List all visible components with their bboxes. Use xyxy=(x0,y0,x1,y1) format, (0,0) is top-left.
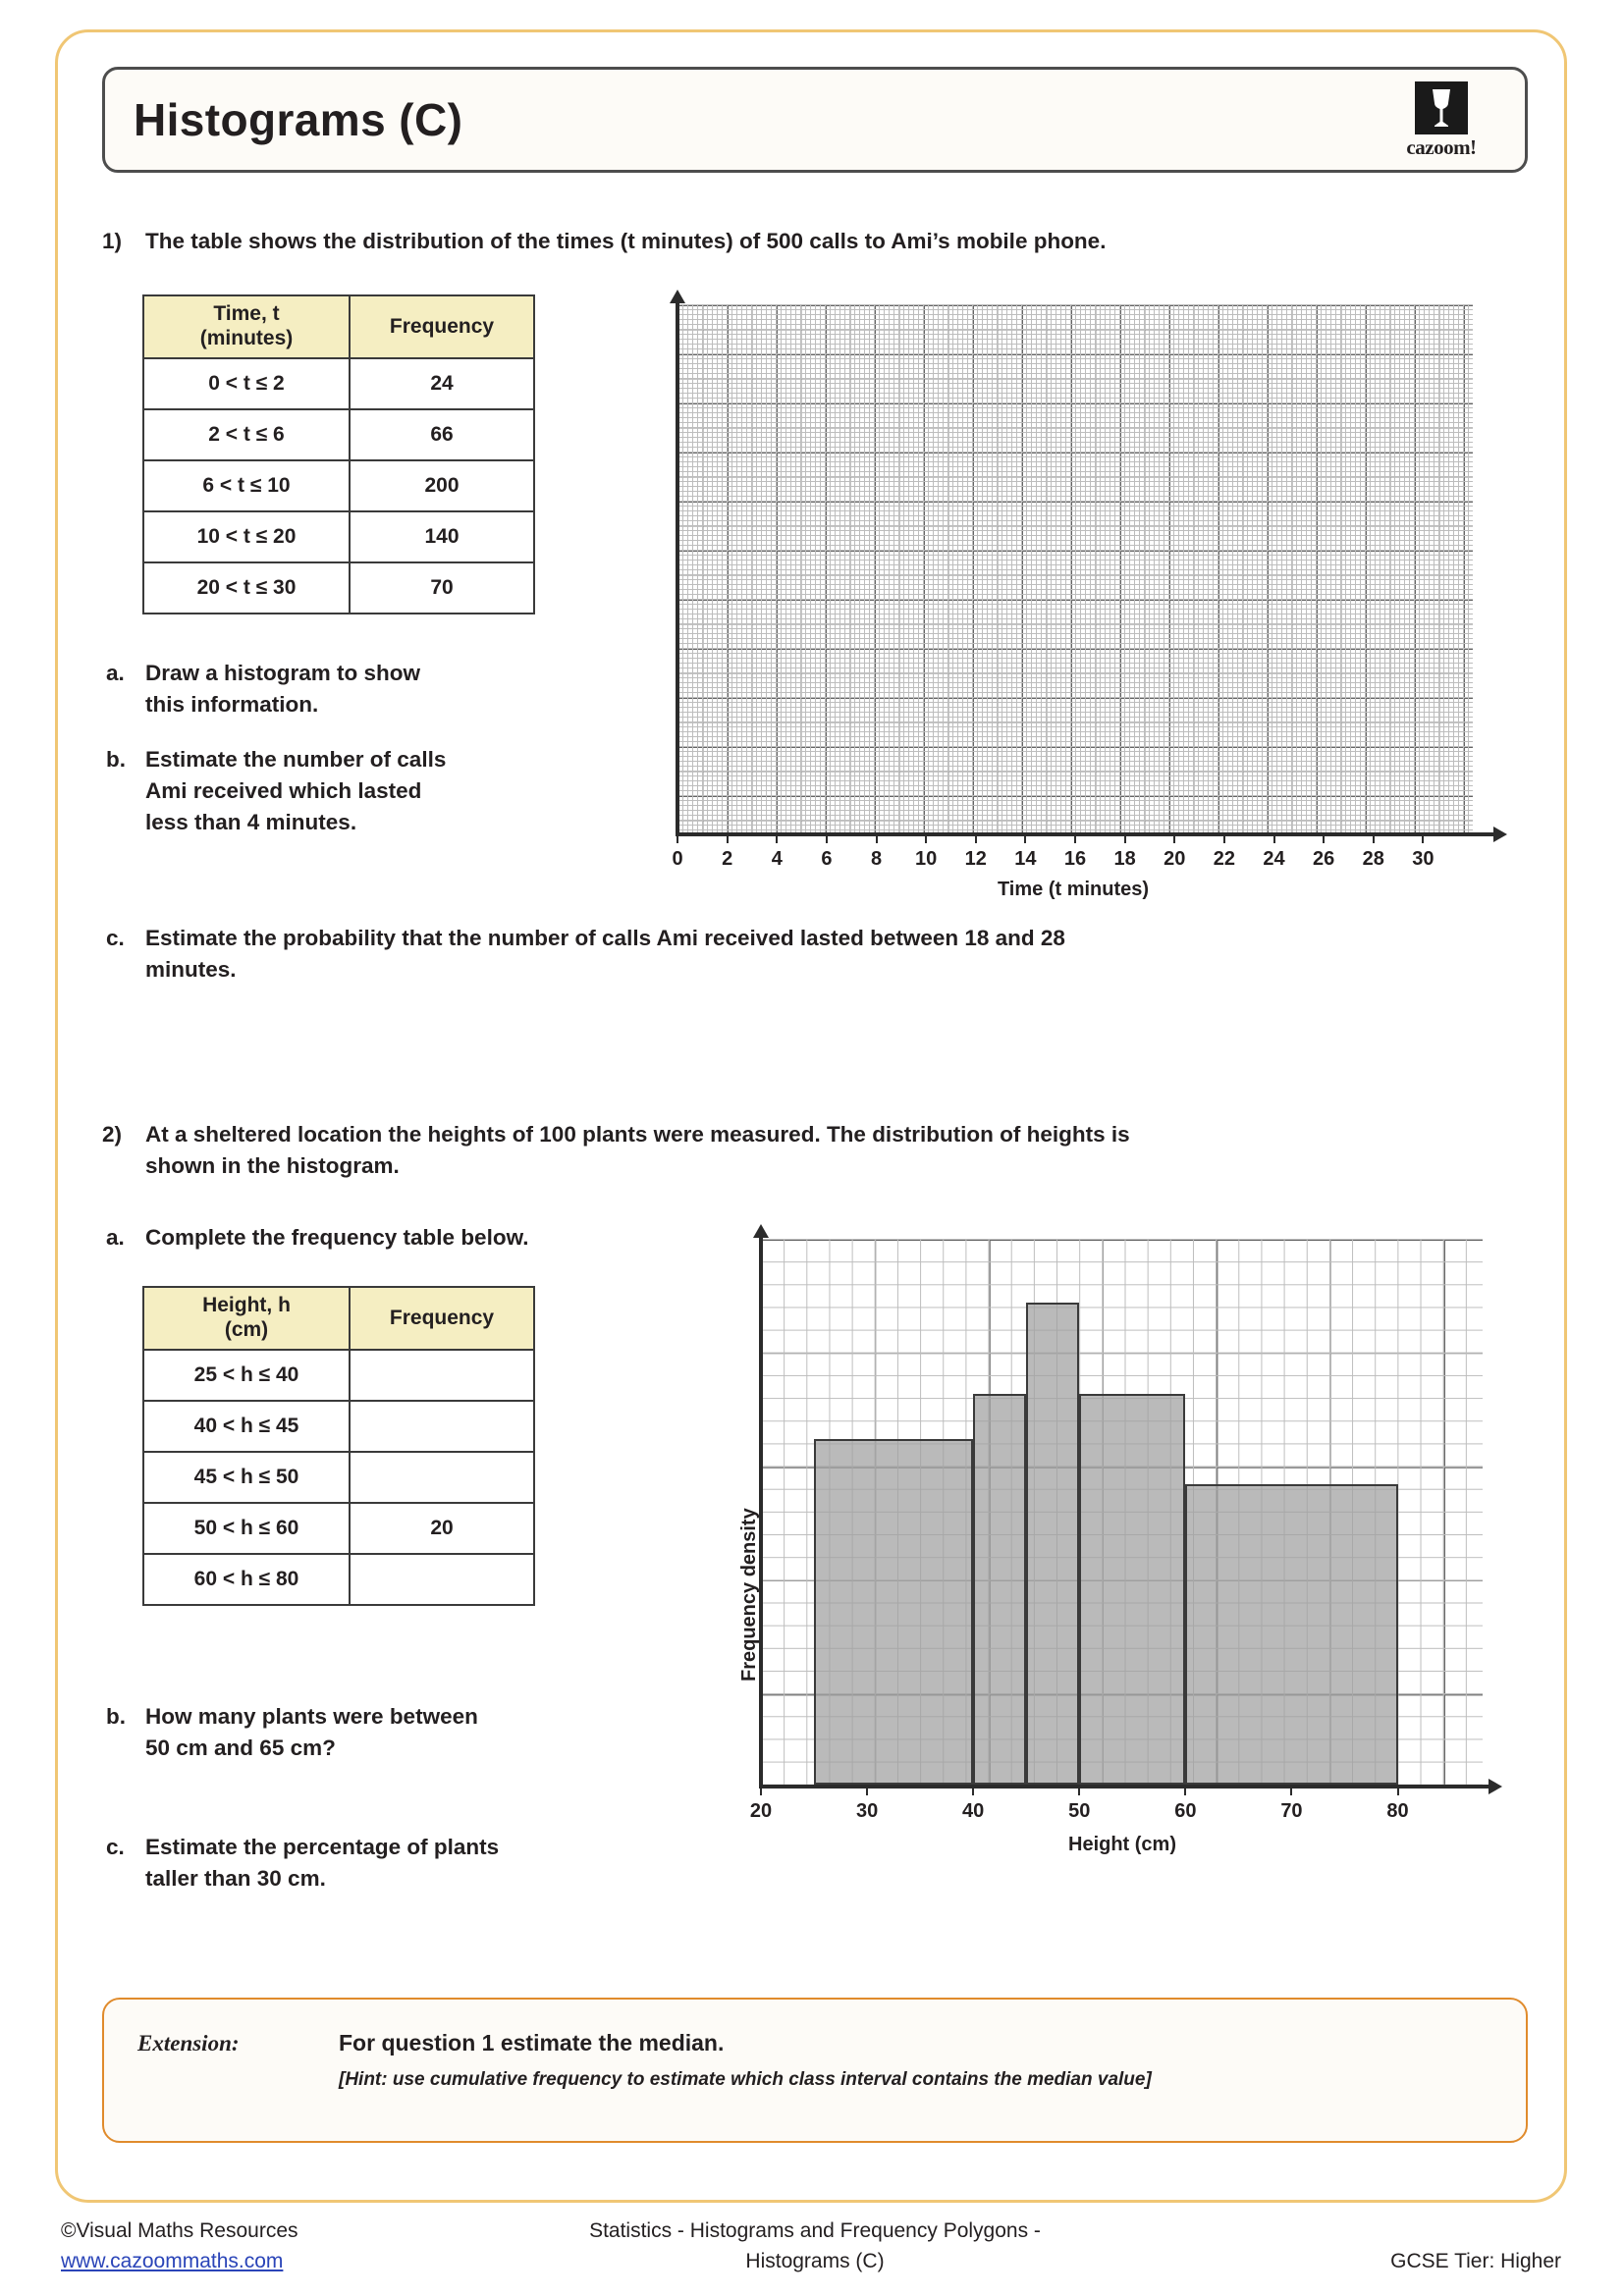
q1-x-tick-label: 4 xyxy=(771,848,783,870)
q1-header-time-line1: Time, t xyxy=(213,302,280,326)
q1-grid-paper xyxy=(677,304,1473,834)
q1-x-tick xyxy=(1124,832,1126,843)
q2-x-tick-label: 60 xyxy=(1174,1800,1197,1822)
q1-x-tick-label: 30 xyxy=(1412,848,1435,870)
q2-interval-3: 50 < h ≤ 60 xyxy=(143,1503,350,1554)
q2-header-frequency: Frequency xyxy=(350,1287,534,1350)
q2-frequency-4[interactable] xyxy=(350,1554,534,1605)
q1-x-tick xyxy=(727,832,729,843)
q1-y-axis xyxy=(676,303,679,835)
q2-part-c-text xyxy=(145,1832,607,1895)
q1-x-tick-label: 12 xyxy=(964,848,987,870)
q1-interval-3: 10 < t ≤ 20 xyxy=(143,511,350,562)
table-row xyxy=(143,1452,534,1503)
q2-x-axis-arrow-icon xyxy=(1489,1779,1502,1794)
q2-frequency-table xyxy=(142,1286,535,1606)
q1-frequency-1[interactable]: 66 xyxy=(350,409,534,460)
q2-x-tick xyxy=(1078,1785,1080,1795)
q2-part-a-text: Complete the frequency table below. xyxy=(145,1225,529,1250)
q1-x-tick-label: 20 xyxy=(1164,848,1186,870)
table-row xyxy=(143,1401,534,1452)
q1-x-tick-label: 28 xyxy=(1362,848,1384,870)
table-row xyxy=(143,358,534,409)
q2-histogram[interactable] xyxy=(717,1222,1512,1855)
q2-x-tick xyxy=(972,1785,974,1795)
q1-part-a-line2: this information. xyxy=(145,691,319,717)
q2-x-axis xyxy=(759,1785,1491,1789)
q1-x-tick xyxy=(776,832,778,843)
q1-part-b-text xyxy=(145,744,568,838)
q2-histogram-bar xyxy=(1079,1394,1185,1785)
q1-x-tick-label: 6 xyxy=(821,848,833,870)
table-row xyxy=(143,562,534,614)
extension-label: Extension: xyxy=(137,2031,240,2056)
q1-header-frequency: Frequency xyxy=(350,295,534,358)
q2-part-b-label: b. xyxy=(106,1704,126,1729)
table-row xyxy=(143,460,534,511)
q1-x-tick-label: 8 xyxy=(870,848,883,870)
q1-interval-4: 20 < t ≤ 30 xyxy=(143,562,350,614)
q2-x-tick xyxy=(866,1785,868,1795)
q2-x-tick xyxy=(1290,1785,1292,1795)
table-row xyxy=(143,1503,534,1554)
q1-part-a-line1: Draw a histogram to show xyxy=(145,661,421,685)
q1-x-tick xyxy=(1173,832,1175,843)
table-row xyxy=(143,409,534,460)
q1-x-tick-label: 14 xyxy=(1014,848,1037,870)
footer-centre-line1: Statistics - Histograms and Frequency Polygons - xyxy=(589,2219,1041,2242)
extension-text: For question 1 estimate the median. xyxy=(339,2030,725,2056)
q2-prompt-line1: At a sheltered location the heights of 100 plants were measured. The distribution of heights is xyxy=(145,1122,1130,1147)
q1-part-c-label: c. xyxy=(106,926,125,950)
q2-x-tick-label: 20 xyxy=(749,1800,773,1822)
q1-part-a-text xyxy=(145,658,558,721)
q1-interval-0: 0 < t ≤ 2 xyxy=(143,358,350,409)
q2-y-axis-arrow-icon xyxy=(753,1224,769,1238)
q1-frequency-0[interactable]: 24 xyxy=(350,358,534,409)
q1-x-tick xyxy=(1273,832,1275,843)
q2-header-height-line1: Height, h xyxy=(202,1294,291,1317)
q1-x-tick xyxy=(1074,832,1076,843)
q2-x-tick-label: 80 xyxy=(1386,1800,1409,1822)
q2-prompt xyxy=(145,1119,1520,1182)
footer-website-link[interactable]: www.cazoommaths.com xyxy=(61,2250,284,2272)
q1-frequency-2[interactable]: 200 xyxy=(350,460,534,511)
q2-histogram-bar xyxy=(973,1394,1026,1785)
hourglass-glyph xyxy=(1428,86,1455,130)
q1-x-tick-label: 0 xyxy=(672,848,683,870)
q1-frequency-table xyxy=(142,294,535,614)
q2-histogram-bar xyxy=(1185,1484,1397,1785)
q2-header-height-line2: (cm) xyxy=(224,1318,269,1341)
q2-x-tick xyxy=(760,1785,762,1795)
q2-part-b-text xyxy=(145,1701,597,1764)
q1-x-axis-arrow-icon xyxy=(1493,827,1507,842)
q1-part-b-line3: less than 4 minutes. xyxy=(145,809,357,834)
q1-x-axis-title: Time (t minutes) xyxy=(997,879,1150,900)
q1-x-tick-label: 10 xyxy=(915,848,938,870)
q1-part-a-label: a. xyxy=(106,661,125,685)
q1-part-c-line1: Estimate the probability that the number of calls Ami received lasted between 18 and 28 xyxy=(145,926,1065,950)
q1-x-tick xyxy=(826,832,828,843)
q1-x-tick-label: 26 xyxy=(1313,848,1335,870)
q1-interval-2: 6 < t ≤ 10 xyxy=(143,460,350,511)
q1-x-tick xyxy=(1422,832,1424,843)
q1-header-time-line2: (minutes) xyxy=(199,327,294,349)
q2-x-tick xyxy=(1397,1785,1399,1795)
footer-tier: GCSE Tier: Higher xyxy=(1390,2250,1561,2272)
q1-prompt: The table shows the distribution of the times (t minutes) of 500 calls to Ami’s mobile phone. xyxy=(145,229,1107,253)
q1-part-b-line1: Estimate the number of calls xyxy=(145,747,447,772)
q2-y-axis-title: Frequency density xyxy=(738,1508,760,1682)
cazoom-logo xyxy=(1373,77,1510,165)
q1-blank-graph[interactable] xyxy=(653,290,1517,900)
q2-interval-4: 60 < h ≤ 80 xyxy=(143,1554,350,1605)
q2-x-axis-title: Height (cm) xyxy=(1068,1834,1176,1855)
q2-x-tick-label: 70 xyxy=(1280,1800,1303,1822)
q2-x-tick-label: 50 xyxy=(1068,1800,1091,1822)
q1-x-tick xyxy=(975,832,977,843)
q2-frequency-3[interactable]: 20 xyxy=(350,1503,534,1554)
q2-part-a-label: a. xyxy=(106,1225,125,1250)
q1-x-tick xyxy=(1373,832,1375,843)
q1-frequency-3[interactable]: 140 xyxy=(350,511,534,562)
q2-number: 2) xyxy=(102,1122,123,1147)
q1-x-tick-label: 22 xyxy=(1213,848,1235,870)
q2-part-b-line1: How many plants were between xyxy=(145,1704,478,1729)
q1-interval-1: 2 < t ≤ 6 xyxy=(143,409,350,460)
q2-part-c-line2: taller than 30 cm. xyxy=(145,1865,326,1891)
footer-copyright: ©Visual Maths Resources xyxy=(61,2219,298,2242)
q2-x-tick-label: 30 xyxy=(855,1800,879,1822)
q2-header-height xyxy=(143,1287,350,1350)
q2-interval-0: 25 < h ≤ 40 xyxy=(143,1350,350,1401)
q2-part-b-line2: 50 cm and 65 cm? xyxy=(145,1735,336,1760)
q1-x-tick xyxy=(1024,832,1026,843)
q1-x-tick xyxy=(925,832,927,843)
table-row xyxy=(143,1554,534,1605)
q1-frequency-4[interactable]: 70 xyxy=(350,562,534,614)
hourglass-icon xyxy=(1415,81,1468,134)
page-title: Histograms (C) xyxy=(134,94,463,145)
q2-histogram-bar xyxy=(814,1439,973,1785)
q2-frequency-0[interactable] xyxy=(350,1350,534,1401)
q1-x-tick xyxy=(677,832,678,843)
q1-part-c-line2: minutes. xyxy=(145,956,237,982)
q2-x-tick-label: 40 xyxy=(962,1800,985,1822)
logo-wordmark: cazoom! xyxy=(1406,135,1477,159)
q1-x-tick-label: 2 xyxy=(722,848,733,870)
q1-x-tick-label: 18 xyxy=(1113,848,1136,870)
q2-frequency-2[interactable] xyxy=(350,1452,534,1503)
q1-x-tick xyxy=(876,832,878,843)
q1-part-b-line2: Ami received which lasted xyxy=(145,777,422,803)
q2-prompt-line2: shown in the histogram. xyxy=(145,1152,400,1178)
q1-x-tick-label: 24 xyxy=(1263,848,1285,870)
q2-interval-2: 45 < h ≤ 50 xyxy=(143,1452,350,1503)
q2-x-tick xyxy=(1184,1785,1186,1795)
q1-number: 1) xyxy=(102,229,123,253)
table-header-row xyxy=(143,295,534,358)
q1-x-tick xyxy=(1223,832,1225,843)
q1-x-tick-label: 16 xyxy=(1063,848,1087,870)
q1-y-axis-arrow-icon xyxy=(670,290,685,303)
q1-header-time xyxy=(143,295,350,358)
table-row xyxy=(143,1350,534,1401)
table-header-row xyxy=(143,1287,534,1350)
footer-centre-line2: Histograms (C) xyxy=(745,2250,885,2272)
extension-hint: [Hint: use cumulative frequency to estimate which class interval contains the median value] xyxy=(339,2069,1152,2090)
q2-histogram-bar xyxy=(1026,1303,1079,1785)
q1-part-c-text xyxy=(145,923,1510,986)
q2-part-c-label: c. xyxy=(106,1835,125,1859)
q2-frequency-1[interactable] xyxy=(350,1401,534,1452)
q1-part-b-label: b. xyxy=(106,747,126,772)
q2-interval-1: 40 < h ≤ 45 xyxy=(143,1401,350,1452)
q2-part-c-line1: Estimate the percentage of plants xyxy=(145,1835,500,1859)
q1-x-tick xyxy=(1323,832,1325,843)
table-row xyxy=(143,511,534,562)
